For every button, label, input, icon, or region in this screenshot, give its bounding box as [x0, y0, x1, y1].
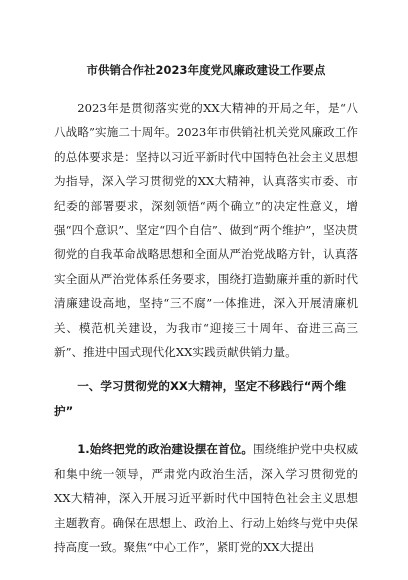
spacer	[54, 364, 358, 374]
item-lead: 1.始终把党的政治建设摆在首位。	[77, 442, 254, 457]
item-body: 围绕维护党中央权威和集中统一领导，严肃党内政治生活，深入学习贯彻党的XX大精神，深入开展习近平新时代中国特色社会主义思想主题教育。确保在思想上、政治上、行动上始终与党中央保持高度一致。聚焦“中心工作”，紧盯党的XX大提出	[54, 442, 358, 554]
intro-paragraph: 2023年是贯彻落实党的XX大精神的开局之年，是“八八战略”实施二十周年。2023年市供销社机关党风廉政工作的总体要求是：坚持以习近平新时代中国特色社会主义思想为指导，深入学习贯彻党的XX大精神，认真落实市委、市纪委的部署要求，深刻领悟“两个确立”的决定性意义，增强“四个意识”、坚定“四个自信”、做到“两个维护”，坚决贯彻党的自我革命战略思想和全面从严治党战略方针，认真落实全面从严治党体系任务要求，围绕打造勤廉并重的新时代清廉建设高地，坚持“三不腐”一体推进，深入开展清廉机关、模范机关建设，为我市“迎接三十周年、奋进三高三新”、推进中国式现代化XX实践贡献供销力量。	[54, 101, 358, 360]
document-page	[54, 62, 358, 559]
section-heading: 一、学习贯彻党的XX大精神，坚定不移践行“两个维护”	[54, 379, 347, 418]
item-paragraph	[54, 437, 358, 559]
document-title: 市供销合作社2023年度党风廉政建设工作要点	[86, 63, 326, 77]
